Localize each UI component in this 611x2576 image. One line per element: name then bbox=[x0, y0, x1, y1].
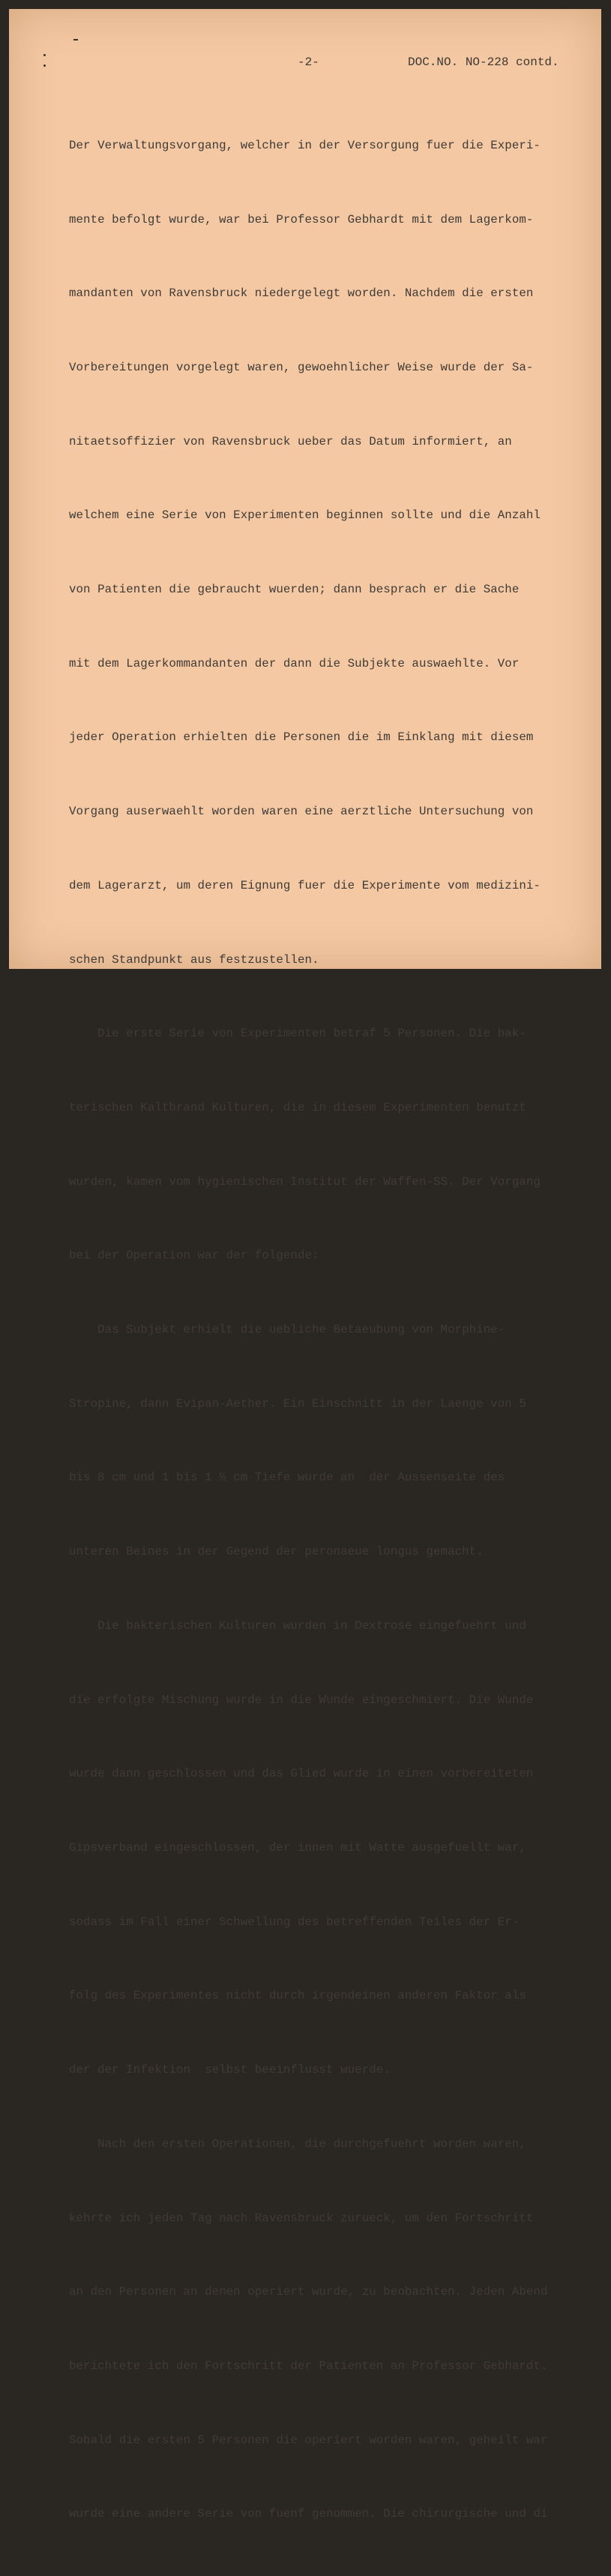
text-line: kehrte ich jeden Tag nach Ravensbruck zurueck, um den Fortschritt bbox=[69, 2211, 534, 2225]
punch-mark-icon bbox=[43, 54, 46, 56]
text-line: mit dem Lagerkommandanten der dann die Subjekte auswaehlte. Vor bbox=[69, 656, 520, 670]
text-line: wurde eine andere Serie von fuenf genommen. Die chirurgische und di bbox=[69, 2507, 548, 2521]
text-line: folg des Experimentes nicht durch irgendeinen anderen Faktor als bbox=[69, 1989, 526, 2003]
text-line: Vorgang auserwaehlt worden waren eine aerztliche Untersuchung von bbox=[69, 805, 534, 819]
text-line: bis 8 cm und 1 bis 1 ½ cm Tiefe wurde an der Aussenseite des bbox=[69, 1471, 505, 1485]
text-line: jeder Operation erhielten die Personen die im Einklang mit diesem bbox=[69, 730, 534, 745]
text-line: nitaetsoffizier von Ravensbruck ueber das Datum informiert, an bbox=[69, 434, 512, 448]
text-line: unteren Beines in der Gegend der peronaeue longus gemacht. bbox=[69, 1545, 484, 1559]
document-body bbox=[69, 84, 556, 2576]
text-line: von Patienten die gebraucht wuerden; dann besprach er die Sache bbox=[69, 583, 520, 597]
document-reference: DOC.NO. NO-228 contd. bbox=[408, 55, 559, 69]
ink-mark bbox=[73, 39, 78, 40]
page-number: -2- bbox=[298, 55, 319, 69]
text-line: sodass im Fall einer Schwellung des betreffenden Teiles der Er- bbox=[69, 1915, 520, 1929]
text-line: mandanten von Ravensbruck niedergelegt worden. Nachdem die ersten bbox=[69, 286, 534, 301]
text-line: der der Infektion selbst beeinflusst wuerde. bbox=[69, 2063, 391, 2077]
text-line: schen Standpunkt aus festzustellen. bbox=[69, 952, 319, 967]
text-line: an den Personen an denen operiert wurde, zu beobachten. Jeden Abend bbox=[69, 2285, 548, 2299]
text-line: Stropine, dann Evipan-Aether. Ein Einschnitt in der Laenge von 5 bbox=[69, 1396, 526, 1411]
text-line: Das Subjekt erhielt die uebliche Betaeubung von Morphine- bbox=[69, 1323, 505, 1337]
text-line: Sobald die ersten 5 Personen die operiert worden waren, geheilt war bbox=[69, 2433, 548, 2447]
text-line: bei der Operation war der folgende: bbox=[69, 1249, 319, 1263]
text-line: Die erste Serie von Experimenten betraf 5 Personen. Die bak- bbox=[69, 1027, 526, 1041]
text-line: wurde dann geschlossen und das Glied wurde in einen vorbereiteten bbox=[69, 1767, 534, 1781]
text-line: mente befolgt wurde, war bei Professor Gebhardt mit dem Lagerkom- bbox=[69, 212, 534, 226]
text-line: Die bakterischen Kulturen wurden in Dextrose eingefuehrt und bbox=[69, 1618, 526, 1633]
text-line: Nach den ersten Operationen, die durchgefuehrt worden waren, bbox=[69, 2137, 526, 2151]
text-line: Der Verwaltungsvorgang, welcher in der Versorgung fuer die Experi- bbox=[69, 138, 541, 152]
text-line: berichtete ich den Fortschritt der Patienten an Professor Gebhardt. bbox=[69, 2359, 548, 2373]
text-line: Gipsverband eingeschlossen, der innen mit Watte ausgefuellt war, bbox=[69, 1840, 526, 1855]
document-page bbox=[9, 9, 601, 2521]
text-line: die erfolgte Mischung wurde in die Wunde eingeschmiert. Die Wunde bbox=[69, 1693, 534, 1707]
text-line: wurden, kamen vom hygienischen Institut der Waffen-SS. Der Vorgang bbox=[69, 1174, 541, 1189]
punch-mark-icon bbox=[43, 64, 46, 67]
text-line: welchem eine Serie von Experimenten beginnen sollte und die Anzahl bbox=[69, 508, 541, 523]
text-line: dem Lagerarzt, um deren Eignung fuer die Experimente vom medizini- bbox=[69, 878, 541, 892]
text-line: Vorbereitungen vorgelegt waren, gewoehnlicher Weise wurde der Sa- bbox=[69, 360, 534, 374]
text-line: terischen Kaltbrand Kulturen, die in diesem Experimenten benutzt bbox=[69, 1100, 526, 1114]
